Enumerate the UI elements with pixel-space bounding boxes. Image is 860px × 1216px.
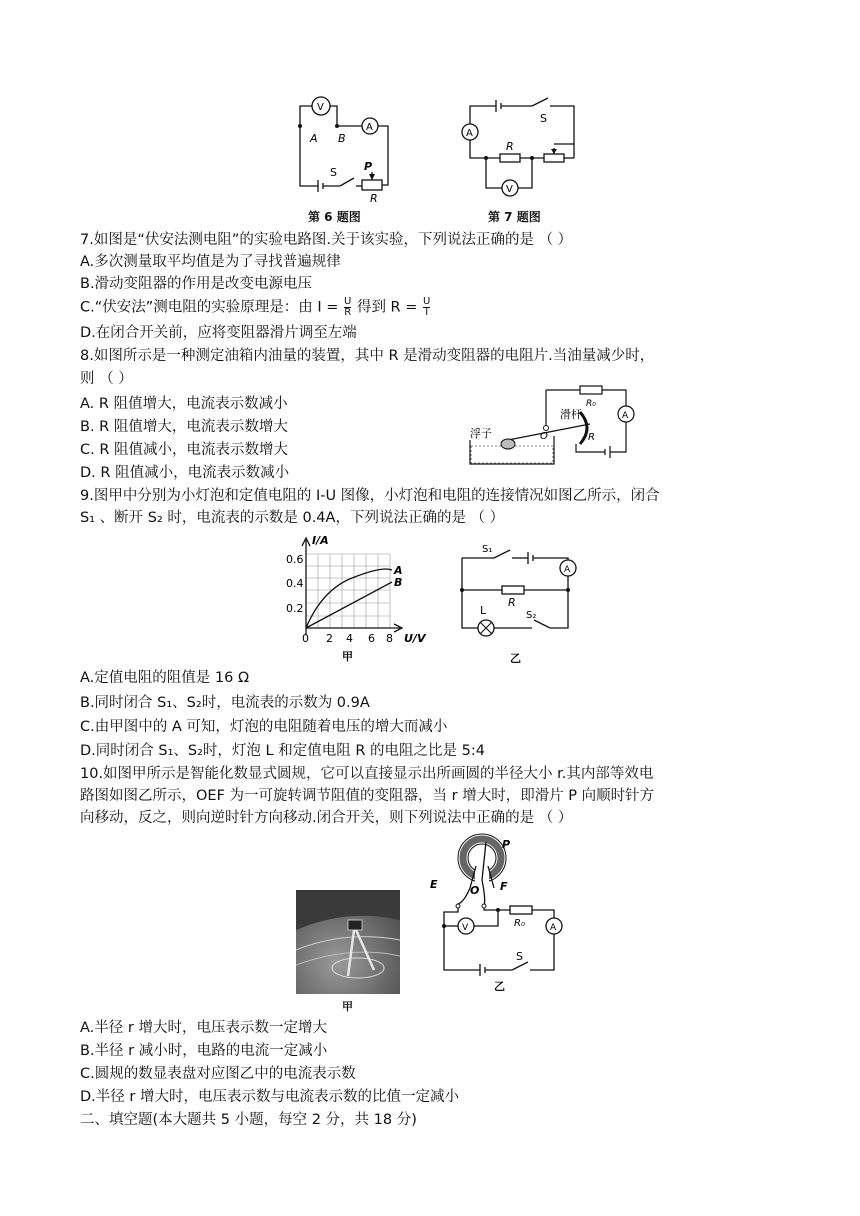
q9-option-a: A.定值电阻的阻值是 16 Ω: [80, 670, 250, 686]
q7-option-c-mid: 得到 R =: [356, 299, 418, 316]
fig9-l-label: L: [480, 604, 487, 617]
q9-stem-line-2: S₁ 、断开 S₂ 时，电流表的示数是 0.4A，下列说法正确的是 （ ）: [80, 510, 505, 526]
fig8-r0-label: R₀: [586, 399, 596, 409]
q10-stem-line-2: 路图如图乙所示，OEF 为一可旋转调节阻值的变阻器，当 r 增大时，即滑片 P 向顺时针方: [80, 788, 655, 804]
q7-fraction-2: [423, 297, 430, 318]
fig10-photo-caption: 甲: [342, 1000, 353, 1013]
figure-6-caption: 第 6 题图: [308, 210, 361, 224]
x-tick-label: 6: [368, 632, 375, 645]
figure-9-circuit: [454, 540, 584, 668]
q7-option-b: B.滑动变阻器的作用是改变电源电压: [80, 276, 313, 292]
fig10-e-label: E: [430, 878, 438, 891]
frac2-numerator: U: [423, 296, 431, 307]
fig10-o-label: O: [470, 884, 480, 897]
figure-8-oil-gauge: [468, 382, 648, 472]
q10-option-c: C.圆规的数显表盘对应图乙中的电流表示数: [80, 1066, 356, 1082]
y-tick-label: 0.4: [286, 577, 304, 590]
q8-stem-line-2: 则 （ ）: [80, 371, 133, 387]
q9-option-b: B.同时闭合 S₁、S₂时，电流表的示数为 0.9A: [80, 695, 370, 711]
x-tick-label: 2: [326, 632, 333, 645]
fig9-circuit-caption: 乙: [510, 652, 521, 665]
q8-option-c: C. R 阻值减小，电流表示数增大: [80, 442, 289, 458]
q7-fraction-1: [344, 297, 351, 318]
fig6-p-label: P: [364, 160, 373, 173]
fig10-circuit-caption: 乙: [494, 980, 505, 992]
fig6-point-b-label: B: [338, 132, 346, 145]
q8-option-a: A. R 阻值增大，电流表示数减小: [80, 396, 288, 412]
fig7-s-label: S: [540, 112, 547, 125]
q10-option-d: D.半径 r 增大时，电压表示数与电流表示数的比值一定减小: [80, 1089, 459, 1105]
fig6-v-label: V: [317, 102, 324, 113]
q10-stem-line-3: 向移动，反之，则向逆时针方向移动.闭合开关，则下列说法中正确的是 （ ）: [80, 810, 573, 826]
fig9-r-label: R: [508, 596, 516, 609]
fig7-a-label: A: [466, 128, 473, 139]
q7-option-c: [80, 297, 820, 318]
y-tick-label: 0.2: [286, 602, 304, 615]
section-2-heading: 二、填空题(本大题共 5 小题，每空 2 分，共 18 分): [80, 1112, 417, 1128]
curve-a-label: A: [394, 564, 403, 577]
fig8-a-label: A: [622, 411, 629, 421]
q9-option-d: D.同时闭合 S₁、S₂时，灯泡 L 和定值电阻 R 的电阻之比是 5:4: [80, 743, 485, 759]
figure-9-iu-graph: [282, 530, 442, 668]
figure-10-circuit: [420, 830, 570, 992]
fig6-point-a-label: A: [310, 132, 318, 145]
figure-10-compass-photo: [296, 890, 400, 1016]
fig10-r0-label: R₀: [514, 918, 525, 929]
line-b-label: B: [394, 576, 403, 589]
fig9-s1-label: S₁: [482, 544, 493, 555]
q7-stem: 7.如图是“伏安法测电阻”的实验电路图.关于该实验，下列说法正确的是 （ ）: [80, 232, 573, 248]
compass-display-icon: [348, 920, 362, 930]
q7-option-a: A.多次测量取平均值是为了寻找普遍规律: [80, 254, 341, 270]
q10-stem-line-1: 10.如图甲所示是智能化数显式圆规，它可以直接显示出所画圆的半径大小 r.其内部等效电: [80, 766, 654, 782]
fig10-p-label: P: [502, 838, 511, 851]
figure-6-circuit: [282, 88, 402, 206]
fig10-a-label: A: [550, 923, 557, 933]
fig9-y-axis-label: I/A: [312, 534, 329, 547]
x-tick-label: 4: [346, 632, 353, 645]
q9-option-c: C.由甲图中的 A 可知，灯泡的电阻随着电压的增大而减小: [80, 719, 448, 735]
x-tick-label: 8: [386, 632, 393, 645]
fig8-r-label: R: [588, 432, 595, 443]
q8-option-b: B. R 阻值增大，电流表示数增大: [80, 419, 288, 435]
fig9-graph-caption: 甲: [342, 650, 353, 663]
q10-option-a: A.半径 r 增大时，电压表示数一定增大: [80, 1020, 327, 1036]
fig8-float-label: 浮子: [470, 427, 492, 440]
fig7-r-label: R: [506, 140, 514, 153]
fig10-f-label: F: [500, 880, 508, 893]
frac1-numerator: U: [344, 296, 352, 307]
fig6-a-label: A: [366, 122, 373, 133]
frac2-denominator: I: [423, 307, 430, 318]
q7-option-c-text: C.“伏安法”测电阻的实验原理是：由 I =: [80, 299, 339, 316]
figure-7-circuit: [458, 92, 578, 204]
fig10-s-label: S: [516, 950, 523, 963]
q7-option-d: D.在闭合开关前，应将变阻器滑片调至左端: [80, 325, 357, 341]
figure-7-caption: 第 7 题图: [488, 210, 541, 224]
fig10-v-label: V: [462, 923, 469, 933]
fig8-o-label: O: [540, 431, 548, 442]
fig9-s2-label: S₂: [526, 610, 537, 621]
q10-option-b: B.半径 r 减小时，电路的电流一定减小: [80, 1043, 328, 1059]
fig7-v-label: V: [506, 184, 513, 195]
q9-stem-line-1: 9.图甲中分别为小灯泡和定值电阻的 I-U 图像，小灯泡和电阻的连接情况如图乙所示，闭合: [80, 488, 660, 504]
x-tick-label: 0: [302, 632, 309, 645]
fig9-x-axis-label: U/V: [404, 632, 426, 645]
fig8-lever-label: 滑杆: [560, 408, 582, 421]
y-tick-label: 0.6: [286, 553, 304, 566]
frac1-denominator: R: [344, 307, 352, 318]
fig9-a-label: A: [564, 565, 571, 575]
q8-stem-line-1: 8.如图所示是一种测定油箱内油量的装置，其中 R 是滑动变阻器的电阻片.当油量减少时，: [80, 348, 655, 364]
q8-option-d: D. R 阻值减小，电流表示数减小: [80, 465, 290, 481]
fig6-r-label: R: [370, 192, 378, 205]
fig6-s-label: S: [330, 166, 337, 179]
